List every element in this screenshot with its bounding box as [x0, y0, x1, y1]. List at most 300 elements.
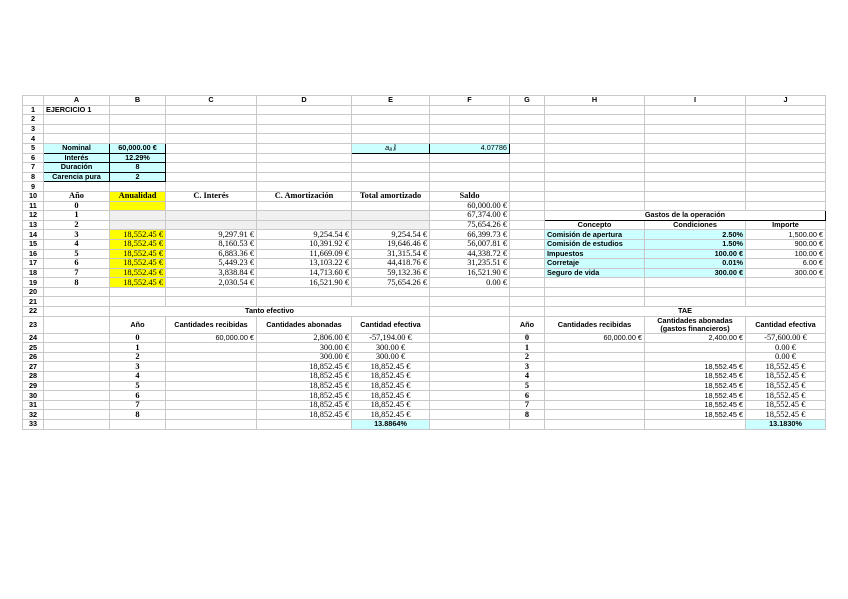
gastos-title[interactable]: Gastos de la operación: [545, 211, 826, 221]
param-label[interactable]: Duración: [44, 163, 110, 173]
cell[interactable]: [166, 134, 257, 144]
amort-cell[interactable]: 4: [44, 239, 110, 249]
cell[interactable]: [545, 115, 645, 125]
cell[interactable]: [545, 420, 645, 430]
cell[interactable]: [746, 297, 826, 307]
cell[interactable]: [545, 163, 645, 173]
tanto-recibidas[interactable]: [166, 372, 257, 382]
amort-cell[interactable]: 1: [44, 211, 110, 221]
cell[interactable]: [510, 259, 545, 269]
cell[interactable]: [257, 297, 352, 307]
cell[interactable]: [166, 153, 257, 163]
cell[interactable]: [430, 134, 510, 144]
amort-cell[interactable]: 18,552.45 €: [110, 230, 166, 240]
amort-cell[interactable]: [110, 201, 166, 211]
cell[interactable]: [645, 201, 746, 211]
amort-cell[interactable]: 5: [44, 249, 110, 259]
tae-header[interactable]: Año: [510, 316, 545, 333]
cell[interactable]: [166, 124, 257, 134]
tanto-year[interactable]: 3: [110, 362, 166, 372]
amort-cell[interactable]: 75,654.26 €: [430, 220, 510, 230]
cell[interactable]: [430, 182, 510, 192]
cell[interactable]: [746, 115, 826, 125]
cell[interactable]: [257, 420, 352, 430]
tanto-efectiva[interactable]: 18,852.45 €: [352, 391, 430, 401]
cell[interactable]: [510, 124, 545, 134]
tae-abonadas[interactable]: [645, 352, 746, 362]
tanto-header[interactable]: Cantidades abonadas: [257, 316, 352, 333]
amort-cell[interactable]: 18,552.45 €: [110, 278, 166, 288]
tanto-efectiva[interactable]: 18,852.45 €: [352, 381, 430, 391]
annuity-factor-label[interactable]: a₈⌉ᵢ: [352, 143, 430, 153]
tae-efectiva[interactable]: 18,552.45 €: [746, 372, 826, 382]
tanto-efectiva[interactable]: 18,852.45 €: [352, 362, 430, 372]
amort-cell[interactable]: 14,713.60 €: [257, 268, 352, 278]
cell[interactable]: [510, 420, 545, 430]
amort-cell[interactable]: 18,552.45 €: [110, 249, 166, 259]
amort-cell[interactable]: 19,646.46 €: [352, 239, 430, 249]
param-value[interactable]: 12.29%: [110, 153, 166, 163]
amort-cell[interactable]: 67,374.00 €: [430, 211, 510, 221]
cell[interactable]: [645, 163, 746, 173]
tanto-efectiva[interactable]: 300.00 €: [352, 352, 430, 362]
cell[interactable]: [110, 124, 166, 134]
gastos-condicion[interactable]: 1.50%: [645, 239, 746, 249]
cell[interactable]: [545, 201, 645, 211]
cell[interactable]: [110, 182, 166, 192]
cell[interactable]: [545, 143, 645, 153]
cell[interactable]: [746, 143, 826, 153]
sheet-title[interactable]: EJERCICIO 1: [44, 105, 110, 115]
tanto-abonadas[interactable]: 18,852.45 €: [257, 400, 352, 410]
cell[interactable]: [645, 105, 746, 115]
cell[interactable]: [352, 297, 430, 307]
tae-year[interactable]: 7: [510, 400, 545, 410]
cell[interactable]: [746, 201, 826, 211]
column-header[interactable]: E: [352, 96, 430, 106]
amort-cell[interactable]: 2: [44, 220, 110, 230]
tanto-year[interactable]: 0: [110, 333, 166, 343]
cell[interactable]: [166, 420, 257, 430]
amort-cell[interactable]: 3,838.84 €: [166, 268, 257, 278]
tanto-abonadas[interactable]: 2,806.00 €: [257, 333, 352, 343]
tae-year[interactable]: 3: [510, 362, 545, 372]
tae-abonadas[interactable]: 18,552.45 €: [645, 410, 746, 420]
amort-cell[interactable]: 5,449.23 €: [166, 259, 257, 269]
tae-efectiva[interactable]: 18,552.45 €: [746, 381, 826, 391]
gastos-header[interactable]: Condiciones: [645, 220, 746, 230]
tae-recibidas[interactable]: 60,000.00 €: [545, 333, 645, 343]
column-header[interactable]: D: [257, 96, 352, 106]
amort-cell[interactable]: 59,132.36 €: [352, 268, 430, 278]
amort-cell[interactable]: 31,315.54 €: [352, 249, 430, 259]
cell[interactable]: [510, 172, 545, 182]
tanto-year[interactable]: 4: [110, 372, 166, 382]
cell[interactable]: [352, 172, 430, 182]
tanto-abonadas[interactable]: 18,852.45 €: [257, 391, 352, 401]
amort-cell[interactable]: [166, 211, 257, 221]
tanto-recibidas[interactable]: [166, 381, 257, 391]
amort-cell[interactable]: [352, 220, 430, 230]
amort-cell[interactable]: 31,235.51 €: [430, 259, 510, 269]
cell[interactable]: [510, 134, 545, 144]
tae-efectiva[interactable]: 18,552.45 €: [746, 391, 826, 401]
cell[interactable]: [166, 115, 257, 125]
amort-cell[interactable]: 9,254.54 €: [352, 230, 430, 240]
gastos-concepto[interactable]: Comisión de apertura: [545, 230, 645, 240]
column-header[interactable]: C: [166, 96, 257, 106]
column-header[interactable]: J: [746, 96, 826, 106]
cell[interactable]: [257, 172, 352, 182]
cell[interactable]: [44, 372, 110, 382]
tae-abonadas[interactable]: 2,400.00 €: [645, 333, 746, 343]
cell[interactable]: [257, 143, 352, 153]
amort-cell[interactable]: 7: [44, 268, 110, 278]
tanto-recibidas[interactable]: [166, 352, 257, 362]
cell[interactable]: [44, 343, 110, 353]
param-value[interactable]: 8: [110, 163, 166, 173]
amort-cell[interactable]: 0.00 €: [430, 278, 510, 288]
amort-cell[interactable]: 60,000.00 €: [430, 201, 510, 211]
column-header[interactable]: F: [430, 96, 510, 106]
cell[interactable]: [545, 182, 645, 192]
amort-cell[interactable]: 3: [44, 230, 110, 240]
cell[interactable]: [430, 410, 510, 420]
amort-cell[interactable]: [166, 201, 257, 211]
tanto-recibidas[interactable]: [166, 400, 257, 410]
cell[interactable]: [352, 182, 430, 192]
cell[interactable]: [746, 124, 826, 134]
amort-cell[interactable]: 18,552.45 €: [110, 239, 166, 249]
amort-cell[interactable]: [352, 201, 430, 211]
cell[interactable]: [44, 316, 110, 333]
amort-cell[interactable]: 18,552.45 €: [110, 259, 166, 269]
cell[interactable]: [430, 362, 510, 372]
param-value[interactable]: 60,000.00 €: [110, 143, 166, 153]
tanto-abonadas[interactable]: 18,852.45 €: [257, 381, 352, 391]
cell[interactable]: [430, 115, 510, 125]
tanto-recibidas[interactable]: [166, 343, 257, 353]
cell[interactable]: [510, 307, 545, 317]
annuity-factor-value[interactable]: 4.07786: [430, 143, 510, 153]
cell[interactable]: [352, 163, 430, 173]
cell[interactable]: [430, 105, 510, 115]
tanto-year[interactable]: 6: [110, 391, 166, 401]
gastos-condicion[interactable]: 300.00 €: [645, 268, 746, 278]
cell[interactable]: [430, 400, 510, 410]
amort-cell[interactable]: 0: [44, 201, 110, 211]
cell[interactable]: [110, 297, 166, 307]
tae-recibidas[interactable]: [545, 410, 645, 420]
column-header[interactable]: A: [44, 96, 110, 106]
cell[interactable]: [110, 105, 166, 115]
cell[interactable]: [510, 201, 545, 211]
tanto-recibidas[interactable]: [166, 410, 257, 420]
tae-recibidas[interactable]: [545, 362, 645, 372]
amort-cell[interactable]: 9,254.54 €: [257, 230, 352, 240]
tanto-abonadas[interactable]: 300.00 €: [257, 352, 352, 362]
cell[interactable]: [257, 124, 352, 134]
amort-cell[interactable]: [110, 211, 166, 221]
gastos-importe[interactable]: 1,500.00 €: [746, 230, 826, 240]
amort-cell[interactable]: 9,297.91 €: [166, 230, 257, 240]
gastos-condicion[interactable]: 100.00 €: [645, 249, 746, 259]
cell[interactable]: [44, 400, 110, 410]
amort-cell[interactable]: [257, 211, 352, 221]
amort-cell[interactable]: 10,391.92 €: [257, 239, 352, 249]
cell[interactable]: [44, 115, 110, 125]
cell[interactable]: [44, 410, 110, 420]
tanto-header[interactable]: Año: [110, 316, 166, 333]
amort-cell[interactable]: 6,883.36 €: [166, 249, 257, 259]
cell[interactable]: [430, 381, 510, 391]
cell[interactable]: [510, 182, 545, 192]
amort-header[interactable]: Año: [44, 191, 110, 201]
cell[interactable]: [510, 211, 545, 221]
cell[interactable]: [645, 182, 746, 192]
cell[interactable]: [257, 182, 352, 192]
tanto-efectiva[interactable]: 18,852.45 €: [352, 400, 430, 410]
cell[interactable]: [510, 105, 545, 115]
amort-cell[interactable]: 44,338.72 €: [430, 249, 510, 259]
tae-recibidas[interactable]: [545, 343, 645, 353]
column-header[interactable]: B: [110, 96, 166, 106]
tae-header[interactable]: Cantidades abonadas (gastos financieros): [645, 316, 746, 333]
tae-recibidas[interactable]: [545, 381, 645, 391]
cell[interactable]: [166, 172, 257, 182]
cell[interactable]: [746, 278, 826, 288]
amort-cell[interactable]: [257, 201, 352, 211]
cell[interactable]: [430, 172, 510, 182]
tanto-year[interactable]: 7: [110, 400, 166, 410]
gastos-importe[interactable]: 100.00 €: [746, 249, 826, 259]
cell[interactable]: [430, 391, 510, 401]
gastos-concepto[interactable]: Corretaje: [545, 259, 645, 269]
column-header[interactable]: G: [510, 96, 545, 106]
cell[interactable]: [110, 420, 166, 430]
cell[interactable]: [166, 297, 257, 307]
amort-cell[interactable]: [110, 220, 166, 230]
cell[interactable]: [545, 153, 645, 163]
cell[interactable]: [430, 287, 510, 297]
tae-abonadas[interactable]: 18,552.45 €: [645, 400, 746, 410]
tae-efectiva[interactable]: 18,552.45 €: [746, 400, 826, 410]
tae-abonadas[interactable]: 18,552.45 €: [645, 362, 746, 372]
cell[interactable]: [746, 134, 826, 144]
cell[interactable]: [430, 352, 510, 362]
cell[interactable]: [430, 343, 510, 353]
cell[interactable]: [510, 230, 545, 240]
tae-header[interactable]: Cantidad efectiva: [746, 316, 826, 333]
tae-recibidas[interactable]: [545, 372, 645, 382]
cell[interactable]: [510, 297, 545, 307]
tae-abonadas[interactable]: 18,552.45 €: [645, 372, 746, 382]
tanto-abonadas[interactable]: 300.00 €: [257, 343, 352, 353]
column-header[interactable]: I: [645, 96, 746, 106]
tae-abonadas[interactable]: 18,552.45 €: [645, 391, 746, 401]
cell[interactable]: [510, 191, 545, 201]
tae-efectiva[interactable]: 0.00 €: [746, 343, 826, 353]
amort-cell[interactable]: 16,521.90 €: [430, 268, 510, 278]
gastos-header[interactable]: Importe: [746, 220, 826, 230]
tae-year[interactable]: 2: [510, 352, 545, 362]
cell[interactable]: [645, 153, 746, 163]
cell[interactable]: [44, 333, 110, 343]
cell[interactable]: [166, 163, 257, 173]
cell[interactable]: [44, 381, 110, 391]
tae-title[interactable]: TAE: [545, 307, 826, 317]
cell[interactable]: [352, 124, 430, 134]
amort-cell[interactable]: [166, 220, 257, 230]
tae-year[interactable]: 8: [510, 410, 545, 420]
tanto-abonadas[interactable]: 18,852.45 €: [257, 410, 352, 420]
amort-cell[interactable]: 13,103.22 €: [257, 259, 352, 269]
cell[interactable]: [645, 115, 746, 125]
cell[interactable]: [110, 134, 166, 144]
cell[interactable]: [545, 105, 645, 115]
cell[interactable]: [510, 239, 545, 249]
cell[interactable]: [44, 420, 110, 430]
amort-header[interactable]: Total amortizado: [352, 191, 430, 201]
amort-header[interactable]: Saldo: [430, 191, 510, 201]
cell[interactable]: [645, 134, 746, 144]
param-label[interactable]: Carencia pura: [44, 172, 110, 182]
cell[interactable]: [44, 124, 110, 134]
cell[interactable]: [430, 316, 510, 333]
cell[interactable]: [166, 287, 257, 297]
cell[interactable]: [746, 287, 826, 297]
cell[interactable]: [545, 287, 645, 297]
amort-cell[interactable]: [257, 220, 352, 230]
cell[interactable]: [746, 153, 826, 163]
amort-cell[interactable]: 66,399.73 €: [430, 230, 510, 240]
gastos-header[interactable]: Concepto: [545, 220, 645, 230]
gastos-importe[interactable]: 300.00 €: [746, 268, 826, 278]
tae-recibidas[interactable]: [545, 352, 645, 362]
tanto-efectiva[interactable]: 18,852.45 €: [352, 372, 430, 382]
cell[interactable]: [430, 333, 510, 343]
cell[interactable]: [352, 134, 430, 144]
cell[interactable]: [510, 287, 545, 297]
tae-abonadas[interactable]: [645, 343, 746, 353]
tae-recibidas[interactable]: [545, 400, 645, 410]
cell[interactable]: [44, 362, 110, 372]
amort-cell[interactable]: 11,669.09 €: [257, 249, 352, 259]
tae-result[interactable]: 13.1830%: [746, 420, 826, 430]
cell[interactable]: [510, 143, 545, 153]
cell[interactable]: [430, 297, 510, 307]
gastos-concepto[interactable]: Comisión de estudios: [545, 239, 645, 249]
cell[interactable]: [545, 297, 645, 307]
tanto-result[interactable]: 13.8864%: [352, 420, 430, 430]
cell[interactable]: [352, 115, 430, 125]
tanto-header[interactable]: Cantidad efectiva: [352, 316, 430, 333]
cell[interactable]: [746, 105, 826, 115]
param-value[interactable]: 2: [110, 172, 166, 182]
cell[interactable]: [645, 278, 746, 288]
cell[interactable]: [645, 143, 746, 153]
cell[interactable]: [545, 124, 645, 134]
tanto-abonadas[interactable]: 18,852.45 €: [257, 362, 352, 372]
amort-cell[interactable]: 44,418.76 €: [352, 259, 430, 269]
cell[interactable]: [110, 115, 166, 125]
gastos-condicion[interactable]: 0.01%: [645, 259, 746, 269]
gastos-importe[interactable]: 900.00 €: [746, 239, 826, 249]
amort-cell[interactable]: 56,007.81 €: [430, 239, 510, 249]
tae-year[interactable]: 6: [510, 391, 545, 401]
gastos-importe[interactable]: 6.00 €: [746, 259, 826, 269]
cell[interactable]: [257, 115, 352, 125]
gastos-concepto[interactable]: Seguro de vida: [545, 268, 645, 278]
cell[interactable]: [110, 287, 166, 297]
cell[interactable]: [257, 134, 352, 144]
amort-cell[interactable]: 8: [44, 278, 110, 288]
cell[interactable]: [44, 307, 110, 317]
amort-header[interactable]: C. Interés: [166, 191, 257, 201]
tanto-year[interactable]: 5: [110, 381, 166, 391]
cell[interactable]: [430, 420, 510, 430]
cell[interactable]: [257, 163, 352, 173]
tae-efectiva[interactable]: -57,600.00 €: [746, 333, 826, 343]
tanto-efectiva[interactable]: 300.00 €: [352, 343, 430, 353]
tae-abonadas[interactable]: 18,552.45 €: [645, 381, 746, 391]
tanto-recibidas[interactable]: 60,000.00 €: [166, 333, 257, 343]
tanto-year[interactable]: 1: [110, 343, 166, 353]
cell[interactable]: [746, 191, 826, 201]
amort-cell[interactable]: 8,160.53 €: [166, 239, 257, 249]
cell[interactable]: [545, 278, 645, 288]
amort-cell[interactable]: 75,654.26 €: [352, 278, 430, 288]
tanto-header[interactable]: Cantidades recibidas: [166, 316, 257, 333]
cell[interactable]: [545, 134, 645, 144]
cell[interactable]: [430, 124, 510, 134]
tae-efectiva[interactable]: 0.00 €: [746, 352, 826, 362]
tae-year[interactable]: 0: [510, 333, 545, 343]
cell[interactable]: [44, 352, 110, 362]
cell[interactable]: [44, 297, 110, 307]
cell[interactable]: [545, 191, 645, 201]
cell[interactable]: [545, 172, 645, 182]
tae-year[interactable]: 4: [510, 372, 545, 382]
cell[interactable]: [44, 182, 110, 192]
cell[interactable]: [645, 420, 746, 430]
cell[interactable]: [645, 191, 746, 201]
tae-header[interactable]: Cantidades recibidas: [545, 316, 645, 333]
tanto-efectiva[interactable]: -57,194.00 €: [352, 333, 430, 343]
cell[interactable]: [645, 297, 746, 307]
tanto-year[interactable]: 8: [110, 410, 166, 420]
cell[interactable]: [746, 172, 826, 182]
amort-cell[interactable]: 16,521.90 €: [257, 278, 352, 288]
tae-efectiva[interactable]: 18,552.45 €: [746, 362, 826, 372]
tae-recibidas[interactable]: [545, 391, 645, 401]
cell[interactable]: [44, 391, 110, 401]
cell[interactable]: [430, 372, 510, 382]
tanto-recibidas[interactable]: [166, 391, 257, 401]
cell[interactable]: [352, 105, 430, 115]
gastos-condicion[interactable]: 2.50%: [645, 230, 746, 240]
tanto-abonadas[interactable]: 18,852.45 €: [257, 372, 352, 382]
cell[interactable]: [166, 143, 257, 153]
param-label[interactable]: Nominal: [44, 143, 110, 153]
tae-year[interactable]: 1: [510, 343, 545, 353]
amort-cell[interactable]: 2,030.54 €: [166, 278, 257, 288]
tanto-year[interactable]: 2: [110, 352, 166, 362]
cell[interactable]: [645, 124, 746, 134]
cell[interactable]: [510, 153, 545, 163]
tanto-recibidas[interactable]: [166, 362, 257, 372]
cell[interactable]: [44, 134, 110, 144]
